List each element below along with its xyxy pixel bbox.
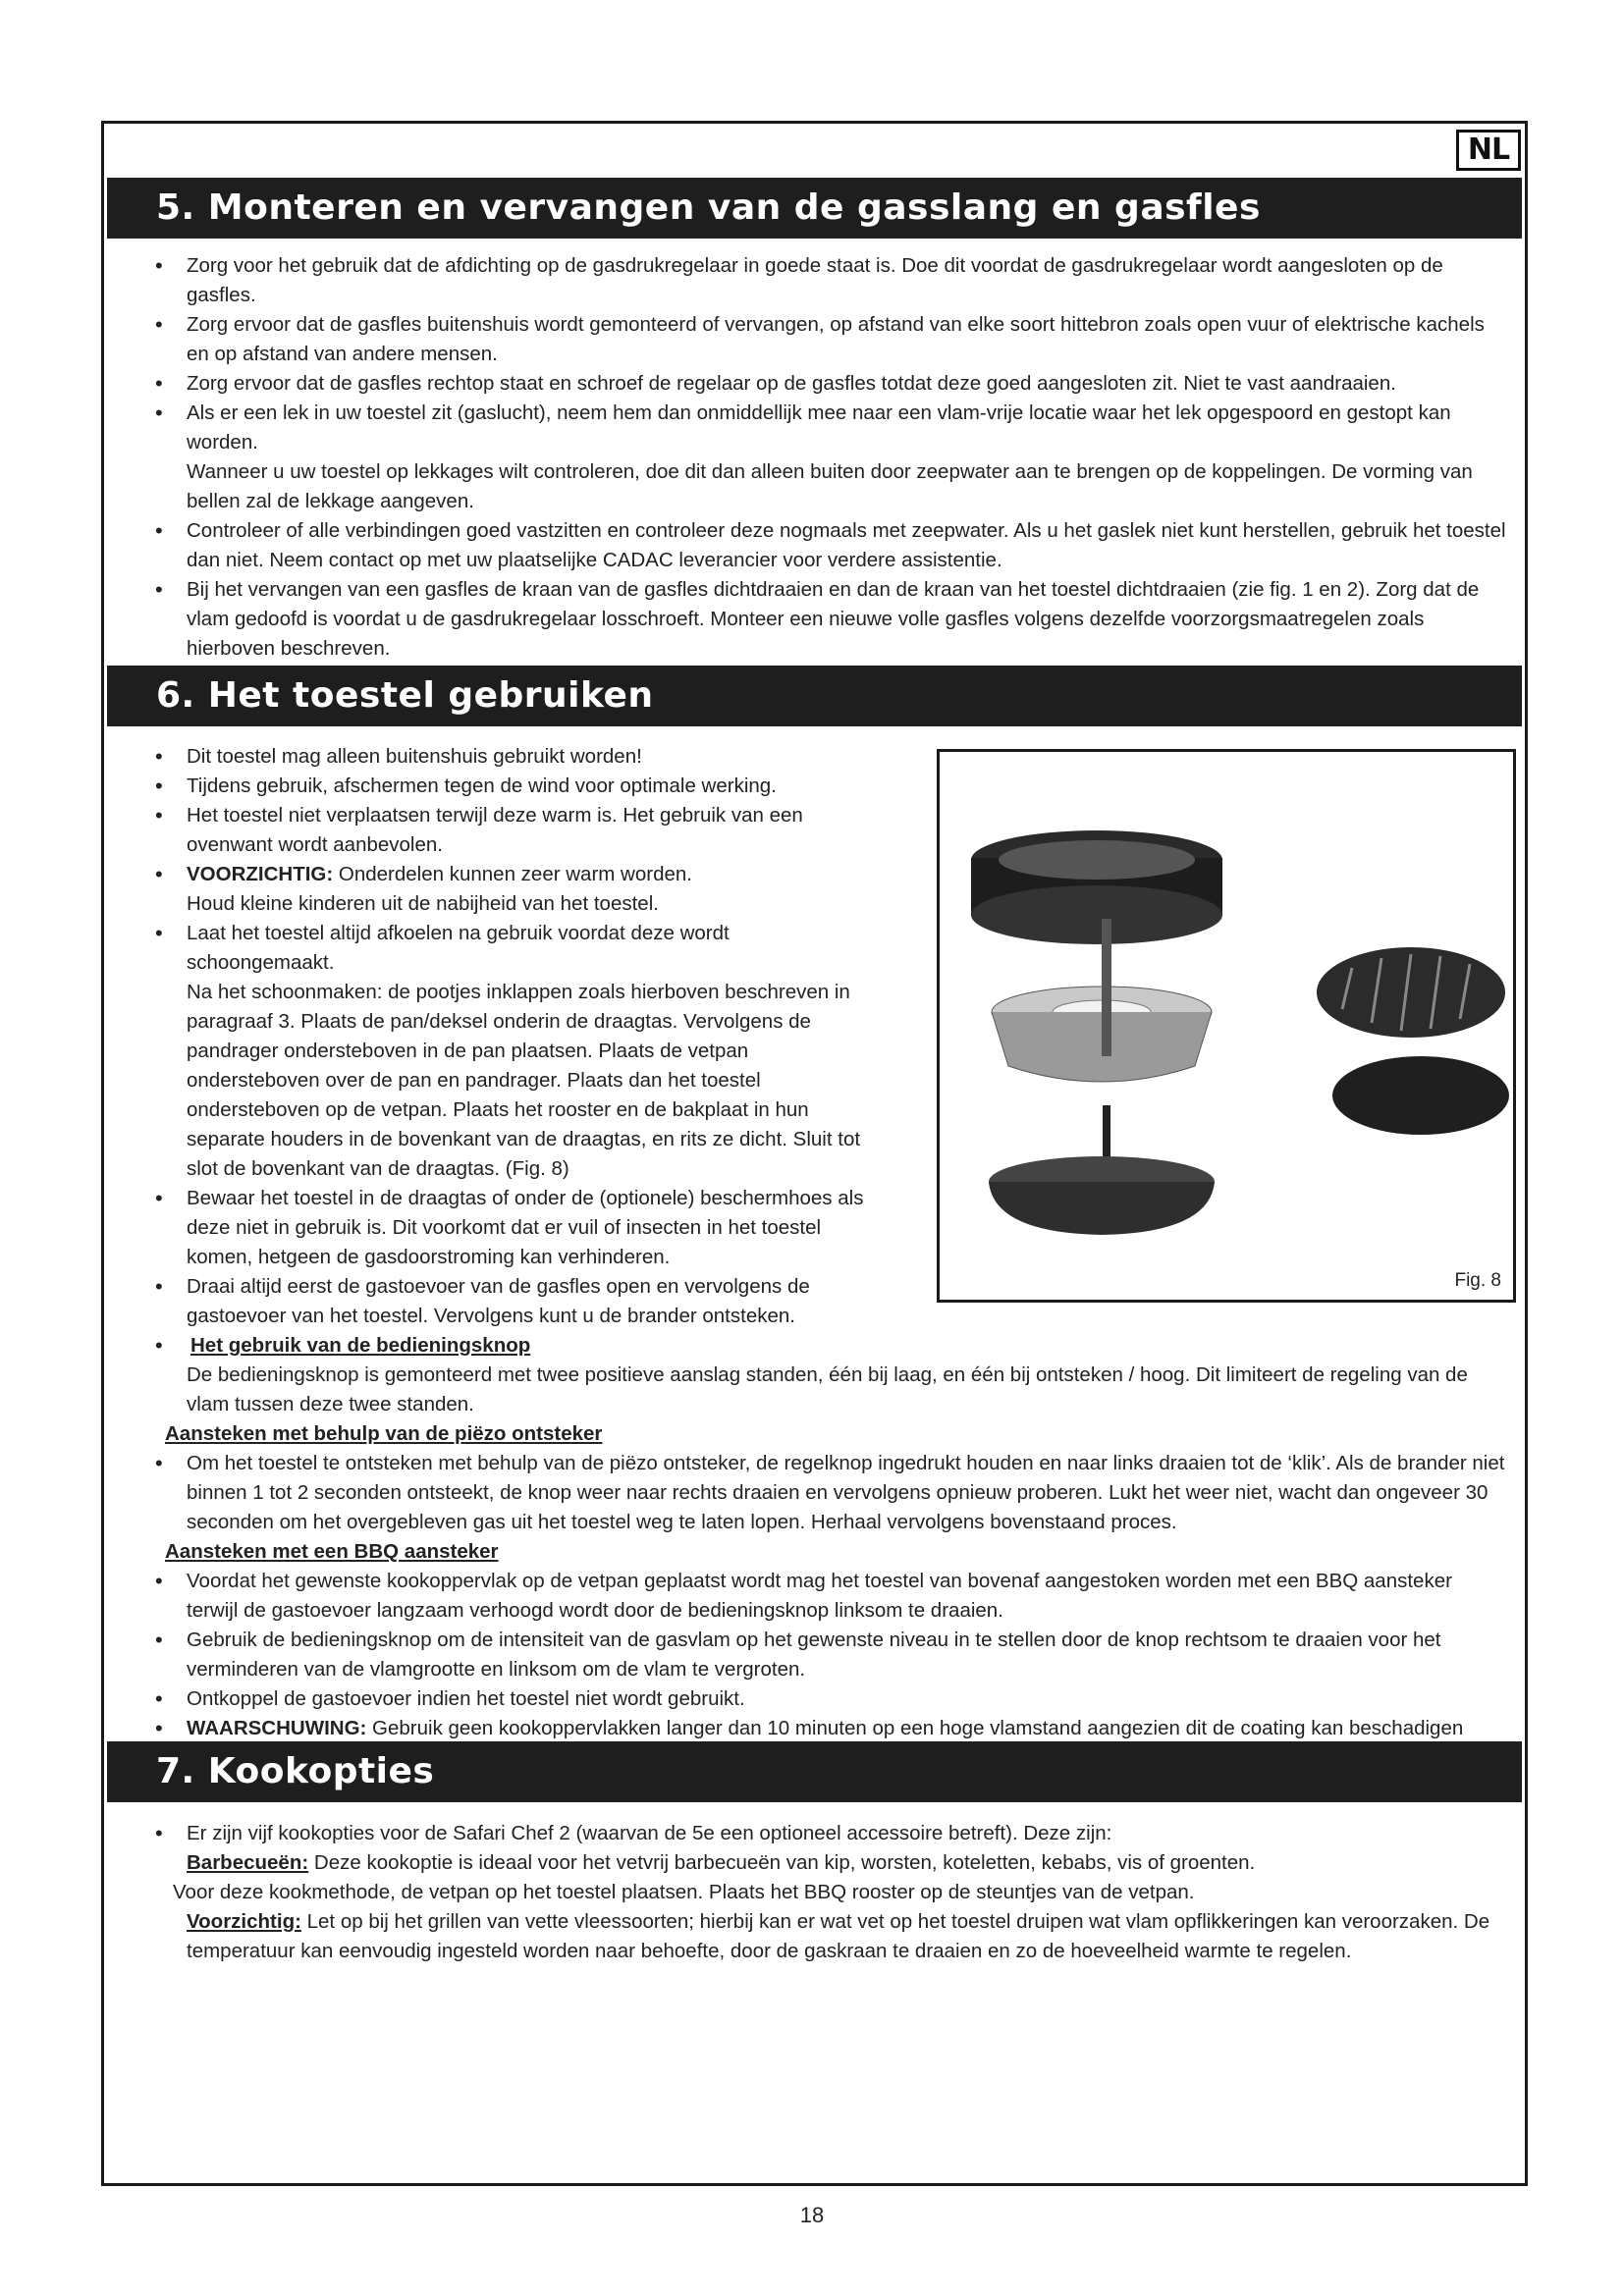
page-frame (101, 121, 1528, 2186)
figure-8 (937, 749, 1516, 1303)
paragraph: Voor deze kookmethode, de vetpan op het toestel plaatsen. Plaats het BBQ rooster op de steuntjes van de vetpan. (173, 1881, 1195, 1903)
label: WAARSCHUWING: (187, 1717, 367, 1739)
figure-caption: Fig. 8 (1454, 1270, 1501, 1291)
list-item: • Controleer of alle verbindingen goed vastzitten en controleer deze nogmaals met zeepwater. Als u het gaslek niet kunt herstellen, gebruik het toestel dan niet. Neem contact op met uw plaatselijke CADAC leverancier voor verdere assistentie. (143, 516, 1508, 575)
section-6-title: 6. Het toestel gebruiken (107, 666, 1522, 726)
list-item: • Zorg voor het gebruik dat de afdichting op de gasdrukregelaar in goede staat is. Doe dit voordat de gasdrukregelaar wordt aangesloten op de gasfles. (143, 251, 1508, 310)
list-item (143, 860, 870, 889)
text: Deze kookoptie is ideaal voor het vetvrij barbecueën van kip, worsten, koteletten, kebabs, vis of groenten. (313, 1851, 1256, 1874)
paragraph: Na het schoonmaken: de pootjes inklappen zoals hierboven beschreven in paragraaf 3. Plaats de pan/deksel onderin de draagtas. Vervolgens de pandrager ondersteboven in de pan plaatsen. Plaats de vetpan ondersteboven over de pan en pandrager. Plaats dan het toestel ondersteboven op de vetpan. Plaats het rooster en de bakplaat in hun separate houders in de bovenkant van de draagtas, en rits ze dicht. Sluit tot slot de bovenkant van de draagtas. (Fig. 8) (187, 981, 861, 1180)
list-item: • Tijdens gebruik, afschermen tegen de wind voor optimale werking. (143, 772, 870, 801)
list-item (143, 1331, 870, 1361)
list-item: • Dit toestel mag alleen buitenshuis gebruikt worden! (143, 742, 870, 772)
paragraph (143, 1907, 1508, 1966)
list-item: • Als er een lek in uw toestel zit (gaslucht), neem hem dan onmiddellijk mee naar een vlam-vrije locatie waar het lek opgespoord en gestopt kan worden. (143, 399, 1508, 457)
text: Let op bij het grillen van vette vleessoorten; hierbij kan er wat vet op het toestel druipen wat vlam opflikkeringen kan veroorzaken. De temperatuur kan eenvoudig ingesteld worden naar behoefte, door de gaskraan te draaien en zo de hoeveelheid warmte te regelen. (187, 1910, 1490, 1962)
subheading: Het gebruik van de bedieningsknop (190, 1334, 531, 1357)
label: Barbecueën: (187, 1851, 309, 1874)
appliance-illustration (940, 752, 1513, 1262)
list-item: • Bewaar het toestel in de draagtas of onder de (optionele) beschermhoes als deze niet in gebruik is. Dit voorkomt dat er vuil of insecten in het toestel komen, hetgeen de gasdoorstroming kan verhinderen. (143, 1184, 870, 1272)
language-badge: NL (1456, 130, 1521, 171)
section-5-title: 5. Monteren en vervangen van de gasslang en gasfles (107, 178, 1522, 239)
list-item (143, 1714, 1508, 1743)
list-item: • Bij het vervangen van een gasfles de kraan van de gasfles dichtdraaien en dan de kraan van het toestel dichtdraaien (zie fig. 1 en 2). Zorg dat de vlam gedoofd is voordat u de gasdrukregelaar losschroeft. Monteer een nieuwe volle gasfles volgens dezelfde voorzorgsmaatregelen zoals hierboven beschreven. (143, 575, 1508, 664)
paragraph: De bedieningsknop is gemonteerd met twee positieve aanslag standen, één bij laag, en één bij ontsteken / hoog. Dit limiteert de regeling van de vlam tussen deze twee standen. (187, 1363, 1468, 1415)
list-item: • Ontkoppel de gastoevoer indien het toestel niet wordt gebruikt. (143, 1684, 1508, 1714)
label: VOORZICHTIG: (187, 863, 334, 885)
list-item: • Voordat het gewenste kookoppervlak op de vetpan geplaatst wordt mag het toestel van bovenaf aangestoken worden met een BBQ aansteker terwijl de gastoevoer langzaam verhoogd wordt door de bedieningsknop linksom te draaien. (143, 1567, 1508, 1626)
list-item: • Zorg ervoor dat de gasfles buitenshuis wordt gemonteerd of vervangen, op afstand van elke soort hittebron zoals open vuur of elektrische kachels en op afstand van andere mensen. (143, 310, 1508, 369)
paragraph (143, 1848, 1508, 1878)
list-item: • Laat het toestel altijd afkoelen na gebruik voordat deze wordt schoongemaakt. (143, 919, 870, 978)
list-item: • Gebruik de bedieningsknop om de intensiteit van de gasvlam op het gewenste niveau in te stellen door de knop rechtsom te draaien voor het verminderen van de vlamgrootte en linksom om de vlam te vergroten. (143, 1626, 1508, 1684)
page-number: 18 (799, 2203, 825, 2227)
text: Onderdelen kunnen zeer warm worden. (338, 863, 692, 885)
section-5-body (143, 251, 1508, 664)
list-item: • Draai altijd eerst de gastoevoer van de gasfles open en vervolgens de gastoevoer van het toestel. Vervolgens kunt u de brander ontsteken. (143, 1272, 870, 1331)
list-item: • Het toestel niet verplaatsen terwijl deze warm is. Het gebruik van een ovenwant wordt aanbevolen. (143, 801, 870, 860)
section-7-body (143, 1819, 1508, 1966)
text: Gebruik geen kookoppervlakken langer dan 10 minuten op een hoge vlamstand aangezien dit de coating kan beschadigen (372, 1717, 1464, 1739)
list-item: • Er zijn vijf kookopties voor de Safari Chef 2 (waarvan de 5e een optioneel accessoire betreft). Deze zijn: (143, 1819, 1508, 1848)
paragraph: Houd kleine kinderen uit de nabijheid van het toestel. (187, 892, 659, 915)
list-item: • Om het toestel te ontsteken met behulp van de piëzo ontsteker, de regelknop ingedrukt houden en naar links draaien tot de ‘klik’. Als de brander niet binnen 1 tot 2 seconden ontsteekt, de knop weer naar rechts draaien en vervolgens opnieuw proberen. Lukt het weer niet, wacht dan ongeveer 30 seconden om het overgebleven gas uit het toestel weg te laten lopen. Herhaal vervolgens bovenstaand proces. (143, 1449, 1508, 1537)
label: Voorzichtig: (187, 1910, 301, 1933)
paragraph: Wanneer u uw toestel op lekkages wilt controleren, doe dit dan alleen buiten door zeepwater aan te brengen op de koppelingen. De vorming van bellen zal de lekkage aangeven. (187, 460, 1473, 512)
list-item: • Zorg ervoor dat de gasfles rechtop staat en schroef de regelaar op de gasfles totdat deze goed aangesloten zit. Niet te vast aandraaien. (143, 369, 1508, 399)
subheading-piezo: Aansteken met behulp van de piëzo ontsteker (165, 1422, 603, 1445)
subheading-bbq: Aansteken met een BBQ aansteker (165, 1540, 499, 1563)
section-7-title: 7. Kookopties (107, 1741, 1522, 1802)
